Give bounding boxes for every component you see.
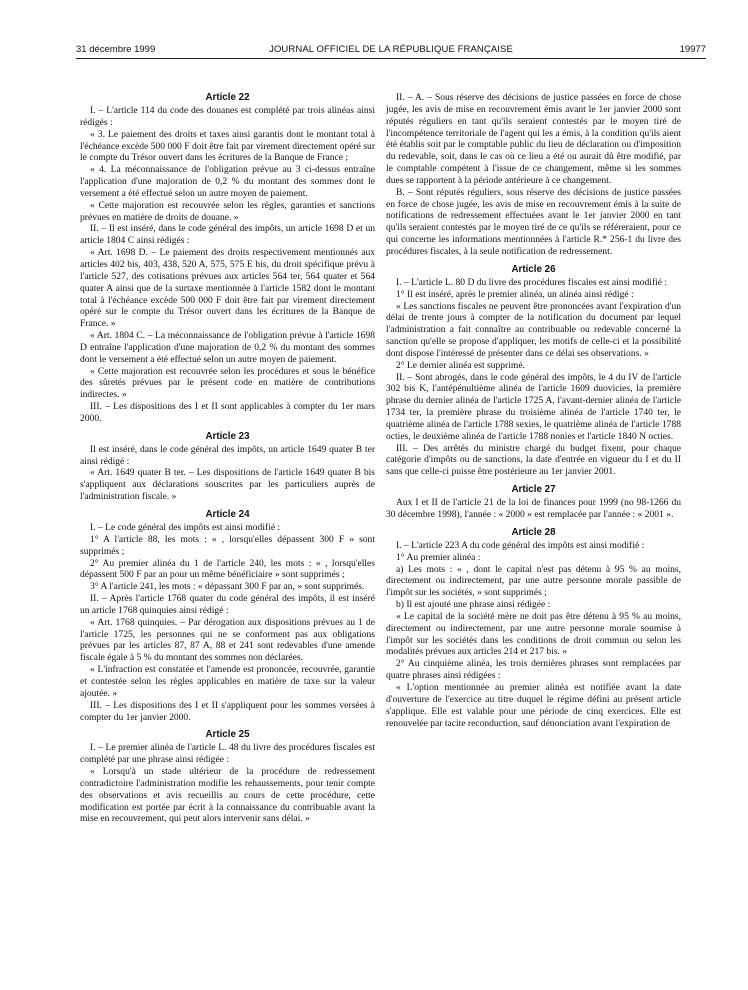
paragraph: 1° Au premier alinéa : xyxy=(396,551,481,563)
paragraph: « 3. Le paiement des droits et taxes ainsi garantis dont le montant total à l'échéance excède 500 000 F doit être fait par virement directement opéré sur le compte du Trésor ouvert dans les écritures de la Banque de France ; xyxy=(80,128,375,164)
paragraph: I. – L'article 114 du code des douanes est complété par trois alinéas ainsi rédigés : xyxy=(80,105,375,128)
right-column xyxy=(386,92,681,729)
header-date: 31 décembre 1999 xyxy=(76,44,156,55)
paragraph: « Cette majoration est recouvrée selon les procédures et sous le bénéfice des sûretés prévues par le présent code en matière de contributions indirectes. » xyxy=(80,365,375,401)
paragraph: Il est inséré, dans le code général des impôts, un article 1649 quater B ter ainsi rédigé : xyxy=(80,443,375,467)
header-rule xyxy=(76,58,706,59)
paragraph: II. – A. – Sous réserve des décisions de justice passées en force de chose jugée, les avis de mise en recouvrement émis avant le 1er janvier 2000 sont réputés réguliers en tant qu'ils seraient contestés par le moyen tiré de l'incompétence territoriale de l'agent qui les a émis, à la condition qu'ils aient été établis soit par le comptable public du lieu de déclaration ou d'imposition du redevable, soit, dans le cas où ce lieu a été ou aurait dû être modifié, par le comptable compétent à l'issue de ce changement, même si les sommes dues se rapportent à la période antérieure à ce changement. xyxy=(386,92,681,186)
paragraph: II. – Après l'article 1768 quater du code général des impôts, il est inséré un article 1768 quinquies ainsi rédigé : xyxy=(80,593,375,616)
paragraph: 2° Au cinquième alinéa, les trois dernières phrases sont remplacées par quatre phrases ainsi rédigées : xyxy=(386,658,681,682)
paragraph: II. – Sont abrogés, dans le code général des impôts, le 4 du IV de l'article 302 bis K, l'antépénultième alinéa de l'article 1609 duovicies, la première phrase du dernier alinéa de l'article 1725 A, l'avant-dernier alinéa de l'article 1734 ter, la première phrase du troisième alinéa de l'article 1740 ter, le quatrième alinéa de l'article 1788 sexies, le quatrième alinéa de l'article 1788 octies, le deuxième alinéa de l'article 1788 nonies et l'article 1840 N octies. xyxy=(386,371,681,442)
paragraph: I. – L'article 223 A du code général des impôts est ainsi modifié : xyxy=(396,539,645,551)
page-number: 19977 xyxy=(679,44,706,55)
paragraph: b) Il est ajouté une phrase ainsi rédigée : xyxy=(396,599,551,611)
paragraph: III. – Les dispositions des I et II sont applicables à compter du 1er mars 2000. xyxy=(80,401,375,424)
paragraph: III. – Les dispositions des I et II s'appliquent pour les sommes versées à compter du 1er janvier 2000. xyxy=(80,699,375,723)
paragraph: 2° Le dernier alinéa est supprimé. xyxy=(396,359,525,371)
paragraph: « Art. 1649 quater B ter. – Les dispositions de l'article 1649 quater B bis s'appliquent aux déclarations souscrites par les particuliers auprès de l'administration fiscale. » xyxy=(80,467,375,503)
paragraph: I. – Le premier alinéa de l'article L. 48 du livre des procédures fiscales est complété par une phrase ainsi rédigée : xyxy=(80,742,375,766)
paragraph: I. – Le code général des impôts est ainsi modifié : xyxy=(90,522,281,533)
paragraph: « Art. 1804 C. – La méconnaissance de l'obligation prévue à l'article 1698 D entraîne l'application d'une majoration de 0,2 % du montant des sommes dont le versement a été effectué selon un autre moyen de paiement. xyxy=(80,330,375,365)
paragraph: 3° A l'article 241, les mots : « dépassant 300 F par an, » sont supprimés. xyxy=(90,581,365,593)
article-heading: Article 28 xyxy=(511,526,556,538)
paragraph: 2° Au premier alinéa du 1 de l'article 240, les mots : « , lorsqu'elles dépassent 500 F par an pour un même bénéficiaire » sont supprimés ; xyxy=(80,557,375,581)
paragraph: B. – Sont réputés réguliers, sous réserve des décisions de justice passées en force de chose jugée, les avis de mise en recouvrement émis à la suite de notifications de redressement effectuées avant le 1er janvier 2000 en tant qu'ils seraient contestés par le moyen tiré de ce qu'ils se référeraient, pour ce qui concerne les informations mentionnées à l'article R.* 256-1 du livre des procédures fiscales, à la seule notification de redressement. xyxy=(386,186,681,257)
article-heading: Article 22 xyxy=(205,92,250,103)
paragraph: « Les sanctions fiscales ne peuvent être prononcées avant l'expiration d'un délai de trente jours à compter de la notification du document par lequel l'administration a fait connaître au contribuable ou redevable concerné la sanction qu'elle se propose d'appliquer, les motifs de celle-ci et la possibilité dont dispose l'intéressé de présenter dans ce délai ses observations. » xyxy=(386,300,681,359)
paragraph: « Le capital de la société mère ne doit pas être détenu à 95 % au moins, directement ou indirectement, par une autre personne morale soumise à l'impôt sur les sociétés dans les conditions de droit commun ou selon les modalités prévues aux articles 214 et 217 bis. » xyxy=(386,610,681,658)
paragraph: 1° Il est inséré, après le premier alinéa, un alinéa ainsi rédigé : xyxy=(396,288,634,300)
paragraph: « L'infraction est constatée et l'amende est prononcée, recouvrée, garantie et contestée selon les règles applicables en matière de taxe sur la valeur ajoutée. » xyxy=(80,664,375,699)
paragraph: « Cette majoration est recouvrée selon les règles, garanties et sanctions prévues en matière de droits de douane. » xyxy=(80,199,375,223)
paragraph: II. – Il est inséré, dans le code général des impôts, un article 1698 D et un article 1804 C ainsi rédigés : xyxy=(80,223,375,247)
article-heading: Article 27 xyxy=(511,484,556,496)
paragraph: « Lorsqu'à un stade ultérieur de la procédure de redressement contradictoire l'administration modifie les rehaussements, pour tenir compte des observations et avis recueillis au cours de cette procédure, cette modification est portée par écrit à la connaissance du contribuable avant la mise en recouvrement, qui peut alors intervenir sans délai. » xyxy=(80,766,375,825)
left-column xyxy=(80,92,375,825)
article-heading: Article 23 xyxy=(205,430,250,442)
paragraph: Aux I et II de l'article 21 de la loi de finances pour 1999 (no 98-1266 du 30 décembre 1998), l'année : « 2000 » est remplacée par l'année : « 2001 ». xyxy=(386,497,681,520)
paragraph: III. – Des arrêtés du ministre chargé du budget fixent, pour chaque catégorie d'impôts ou de sanctions, la date d'entrée en vigueur du I et du II sans que celle-ci puisse être postérieure au 1er janvier 2001. xyxy=(386,442,681,478)
paragraph: I. – L'article L. 80 D du livre des procédures fiscales est ainsi modifié : xyxy=(396,276,668,288)
article-heading: Article 25 xyxy=(205,729,250,741)
article-heading: Article 24 xyxy=(205,509,250,520)
paragraph: 1° A l'article 88, les mots : « , lorsqu'elles dépassent 300 F » sont supprimés ; xyxy=(80,533,375,557)
journal-title: JOURNAL OFFICIEL DE LA RÉPUBLIQUE FRANÇAISE xyxy=(269,44,513,55)
paragraph: « Art. 1768 quinquies. – Par dérogation aux dispositions prévues au 1 de l'article 1725, les personnes qui ne se conforment pas aux obligations prévues par les articles 87, 87 A, 88 et 241 sont redevables d'une amende fiscale égale à 5 % du montant des sommes non déclarées. xyxy=(80,616,375,664)
paragraph: « 4. La méconnaissance de l'obligation prévue au 3 ci-dessus entraîne l'application d'une majoration de 0,2 % du montant des sommes dont le versement a été effectué selon un autre moyen de paiement. xyxy=(80,164,375,199)
paragraph: a) Les mots : « , dont le capital n'est pas détenu à 95 % au moins, directement ou indirectement, par une autre personne morale passible de l'impôt sur les sociétés, » sont supprimés ; xyxy=(386,563,681,599)
paragraph: « Art. 1698 D. – Le paiement des droits respectivement mentionnés aux articles 402 bis, 403, 438, 520 A, 575, 575 E bis, du droit spécifique prévu à l'article 527, des cotisations prévues aux articles 564 ter, 564 quater et 564 quater A ainsi que de la surtaxe mentionnée à l'article 1582 dont le montant total à l'échéance excède 500 000 F doit être fait par virement directement opéré sur le compte du Trésor ouvert dans les écritures de la Banque de France. » xyxy=(80,247,375,330)
paragraph: « L'option mentionnée au premier alinéa est notifiée avant la date d'ouverture de l'exercice au titre duquel le régime défini au présent article s'applique. Elle est valable pour une période de cinq exercices. Elle est renouvelée par tacite reconduction, sauf dénonciation avant l'expiration de xyxy=(386,681,681,729)
article-heading: Article 26 xyxy=(511,263,556,275)
